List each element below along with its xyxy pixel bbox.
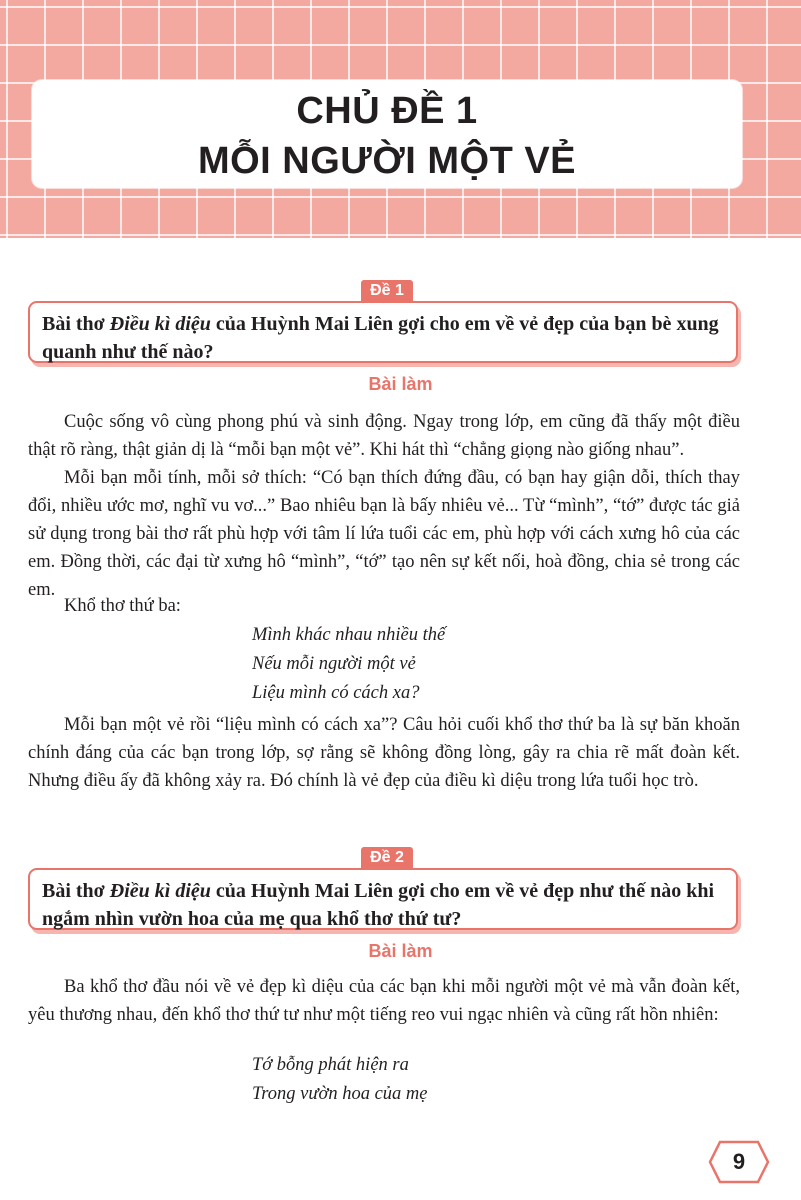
poem-line: Liệu mình có cách xa? xyxy=(252,683,420,703)
de1-paragraph-1: Cuộc sống vô cùng phong phú và sinh động. Ngay trong lớp, em cũng đã thấy một điều thật rõ ràng, thật giản dị là “mỗi bạn một vẻ”. Khi hát thì “chẳng giọng nào giống nhau”. xyxy=(28,412,740,460)
de1-poem xyxy=(252,621,445,708)
poem-line: Mình khác nhau nhiều thế xyxy=(252,625,446,645)
de2-paragraph-1: Ba khổ thơ đầu nói về vẻ đẹp kì diệu của các bạn khi mỗi người một vẻ mà vẫn đoàn kết, yêu thương nhau, đến khổ thơ thứ tư như một tiếng reo vui ngạc nhiên và cũng rất hồn nhiên: xyxy=(28,977,740,1025)
de1-paragraph-3: Khổ thơ thứ ba: xyxy=(64,596,181,616)
de2-question-box xyxy=(28,868,738,930)
de1-paragraph-2: Mỗi bạn mỗi tính, mỗi sở thích: “Có bạn thích đứng đầu, có bạn hay giận dỗi, thích thay đổi, nhiều ước mơ, nghĩ vu vơ...” Bao nhiêu bạn là bấy nhiêu vẻ... Từ “mình”, “tớ” được tác giả sử dụng trong bài thơ rất phù hợp với tâm lí lứa tuổi các em, phù hợp với cách xưng hô của các em. Đồng thời, các đại từ xưng hô “mình”, “tớ” tạo nên sự kết nối, hoà đồng, chia sẻ trong các em. xyxy=(28,468,740,600)
de2-label: Đề 2 xyxy=(361,847,413,869)
chapter-title: CHỦ ĐỀ 1 xyxy=(296,90,478,132)
de1-answer-heading: Bài làm xyxy=(368,374,433,394)
de1-question: Bài thơ Điều kì diệu của Huỳnh Mai Liên gợi cho em về vẻ đẹp của bạn bè xung quanh như thế nào? xyxy=(42,313,719,363)
de1-label: Đề 1 xyxy=(361,280,413,302)
de1-paragraph-4: Mỗi bạn một vẻ rồi “liệu mình có cách xa”? Câu hỏi cuối khổ thơ thứ ba là sự băn khoăn chính đáng của các bạn trong lớp, sợ rằng sẽ không đồng lòng, gây ra chia rẽ mất đoàn kết. Nhưng điều ấy đã không xảy ra. Đó chính là vẻ đẹp của điều kì diệu trong lứa tuổi học trò. xyxy=(28,715,740,791)
de1-question-box xyxy=(28,301,738,363)
page-number xyxy=(708,1140,770,1184)
poem-line: Nếu mỗi người một vẻ xyxy=(252,654,416,674)
chapter-subtitle: MỖI NGƯỜI MỘT VẺ xyxy=(197,140,577,182)
de2-answer-heading: Bài làm xyxy=(368,941,433,961)
de2-poem xyxy=(252,1051,428,1109)
chapter-title-box xyxy=(32,80,742,188)
page-number-text: 9 xyxy=(732,1149,746,1174)
de2-question: Bài thơ Điều kì diệu của Huỳnh Mai Liên gợi cho em về vẻ đẹp như thế nào khi ngắm nhìn vườn hoa của mẹ qua khổ thơ thứ tư? xyxy=(42,880,715,930)
poem-line: Trong vườn hoa của mẹ xyxy=(252,1084,428,1104)
poem-line: Tớ bỗng phát hiện ra xyxy=(252,1055,409,1075)
